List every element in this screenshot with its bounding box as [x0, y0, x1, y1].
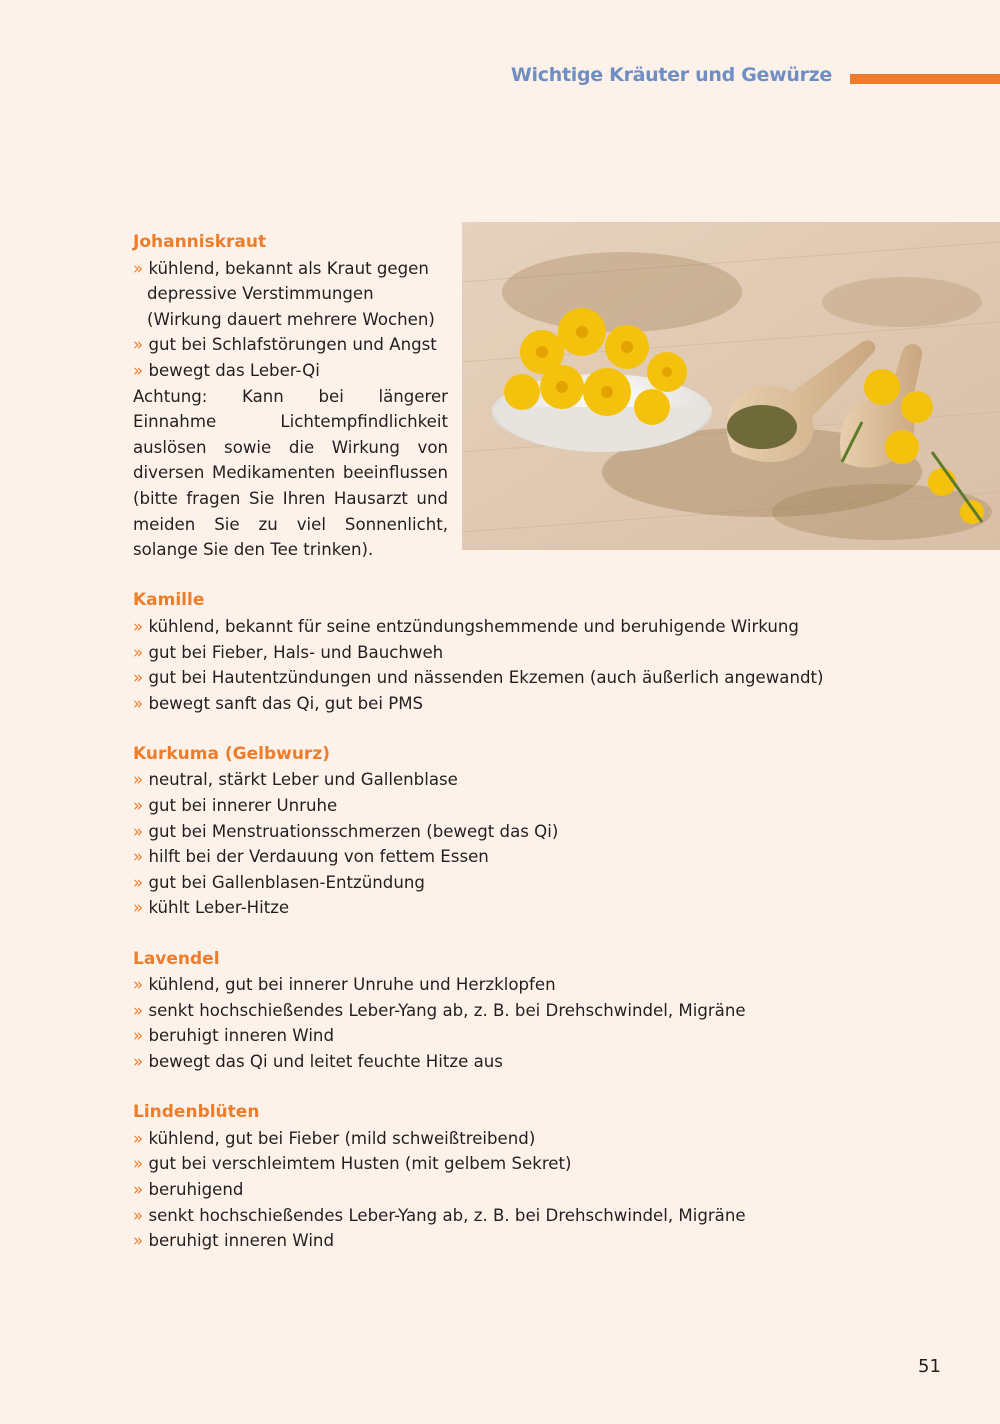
bullet-mark: » [133, 1179, 144, 1199]
item-text: gut bei innerer Unruhe [148, 796, 338, 816]
list-item [133, 895, 833, 921]
item-text: gut bei Menstruationsschmerzen (bewegt das Qi) [148, 821, 559, 841]
item-text: senkt hochschießendes Leber-Yang ab, z. B. bei Drehschwindel, Migräne [148, 1000, 746, 1020]
bullet-mark: » [133, 872, 144, 892]
list-item [133, 1228, 833, 1254]
list-item [133, 844, 833, 870]
item-text: kühlend, bekannt für seine entzündungshemmende und beruhigende Wirkung [148, 616, 799, 636]
list-item [133, 332, 448, 358]
item-text: neutral, stärkt Leber und Gallenblase [148, 770, 458, 790]
item-text: senkt hochschießendes Leber-Yang ab, z. B. bei Drehschwindel, Migräne [148, 1205, 746, 1225]
item-text: bewegt das Leber-Qi [148, 360, 320, 380]
list-item [133, 256, 448, 333]
list-item [133, 819, 833, 845]
bullet-mark: » [133, 1000, 144, 1020]
item-text: kühlt Leber-Hitze [148, 898, 290, 918]
list-item [133, 767, 833, 793]
herb-title: Lavendel [133, 948, 220, 969]
herb-title: Kamille [133, 590, 205, 611]
bullet-mark: » [133, 258, 144, 278]
item-text: gut bei Gallenblasen-Entzündung [148, 872, 425, 892]
herb-title: Kurkuma (Gelbwurz) [133, 743, 330, 764]
bullet-mark: » [133, 1026, 144, 1046]
item-text: hilft bei der Verdauung von fettem Essen [148, 847, 489, 867]
item-text: gut bei Hautentzündungen und nässenden Ekzemen (auch äußerlich angewandt) [148, 668, 824, 688]
list-item [133, 1203, 833, 1229]
herb-section-lavendel [133, 947, 833, 1075]
item-text: kühlend, bekannt als Kraut gegen depressive Verstimmungen (Wirkung dauert mehrere Wochen) [147, 258, 435, 329]
list-item [133, 691, 833, 717]
bullet-mark: » [133, 770, 144, 790]
bullet-mark: » [133, 668, 144, 688]
bullet-mark: » [133, 1052, 144, 1071]
bullet-mark: » [133, 642, 144, 662]
item-text: gut bei verschleimtem Husten (mit gelbem Sekret) [148, 1154, 572, 1174]
bullet-mark: » [133, 975, 144, 995]
list-item [133, 640, 833, 666]
herb-list [133, 230, 833, 1279]
item-text: gut bei Fieber, Hals- und Bauchweh [148, 642, 444, 662]
list-item [133, 1023, 833, 1049]
list-item [133, 793, 833, 819]
bullet-mark: » [133, 1128, 144, 1148]
bullet-mark: » [133, 847, 144, 867]
list-item [133, 1151, 833, 1177]
list-item [133, 998, 833, 1024]
bullet-mark: » [133, 693, 144, 713]
bullet-mark: » [133, 360, 144, 380]
header-accent-bar [850, 74, 1000, 84]
list-item [133, 1126, 833, 1152]
item-text: gut bei Schlafstörungen und Angst [148, 335, 437, 355]
item-text: kühlend, gut bei innerer Unruhe und Herzklopfen [148, 975, 556, 995]
item-text: beruhigt inneren Wind [148, 1231, 334, 1251]
list-item [133, 1177, 833, 1203]
bullet-mark: » [133, 898, 144, 918]
warning-note: Achtung: Kann bei längerer Einnahme Lichtempfindlichkeit auslösen sowie die Wirkung von diversen Medikamenten beeinflussen (bitte fragen Sie Ihren Hausarzt und meiden Sie zu viel Sonnenlicht, solange Sie den Tee trinken). [133, 386, 448, 560]
bullet-mark: » [133, 616, 144, 636]
herb-title: Lindenblüten [133, 1102, 260, 1123]
item-text: bewegt das Qi und leitet feuchte Hitze aus [148, 1052, 503, 1071]
herb-section-lindenblueten [133, 1100, 833, 1254]
item-text: bewegt sanft das Qi, gut bei PMS [148, 693, 424, 713]
list-item [133, 972, 833, 998]
herb-section-johanniskraut [133, 230, 448, 563]
herb-section-kurkuma [133, 742, 833, 921]
bullet-mark: » [133, 821, 144, 841]
item-text: kühlend, gut bei Fieber (mild schweißtreibend) [148, 1128, 536, 1148]
running-head: Wichtige Kräuter und Gewürze [510, 64, 832, 86]
list-item [133, 614, 833, 640]
bullet-mark: » [133, 796, 144, 816]
bullet-mark: » [133, 1205, 144, 1225]
item-text: beruhigt inneren Wind [148, 1026, 334, 1046]
list-item [133, 665, 833, 691]
bullet-mark: » [133, 1231, 144, 1251]
herb-section-kamille [133, 588, 833, 716]
bullet-mark: » [133, 335, 144, 355]
page-number: 51 [918, 1356, 941, 1377]
list-item [133, 358, 448, 384]
herb-title: Johanniskraut [133, 232, 267, 252]
bullet-mark: » [133, 1154, 144, 1174]
list-item [133, 870, 833, 896]
list-item [133, 1049, 833, 1075]
item-text: beruhigend [148, 1179, 244, 1199]
